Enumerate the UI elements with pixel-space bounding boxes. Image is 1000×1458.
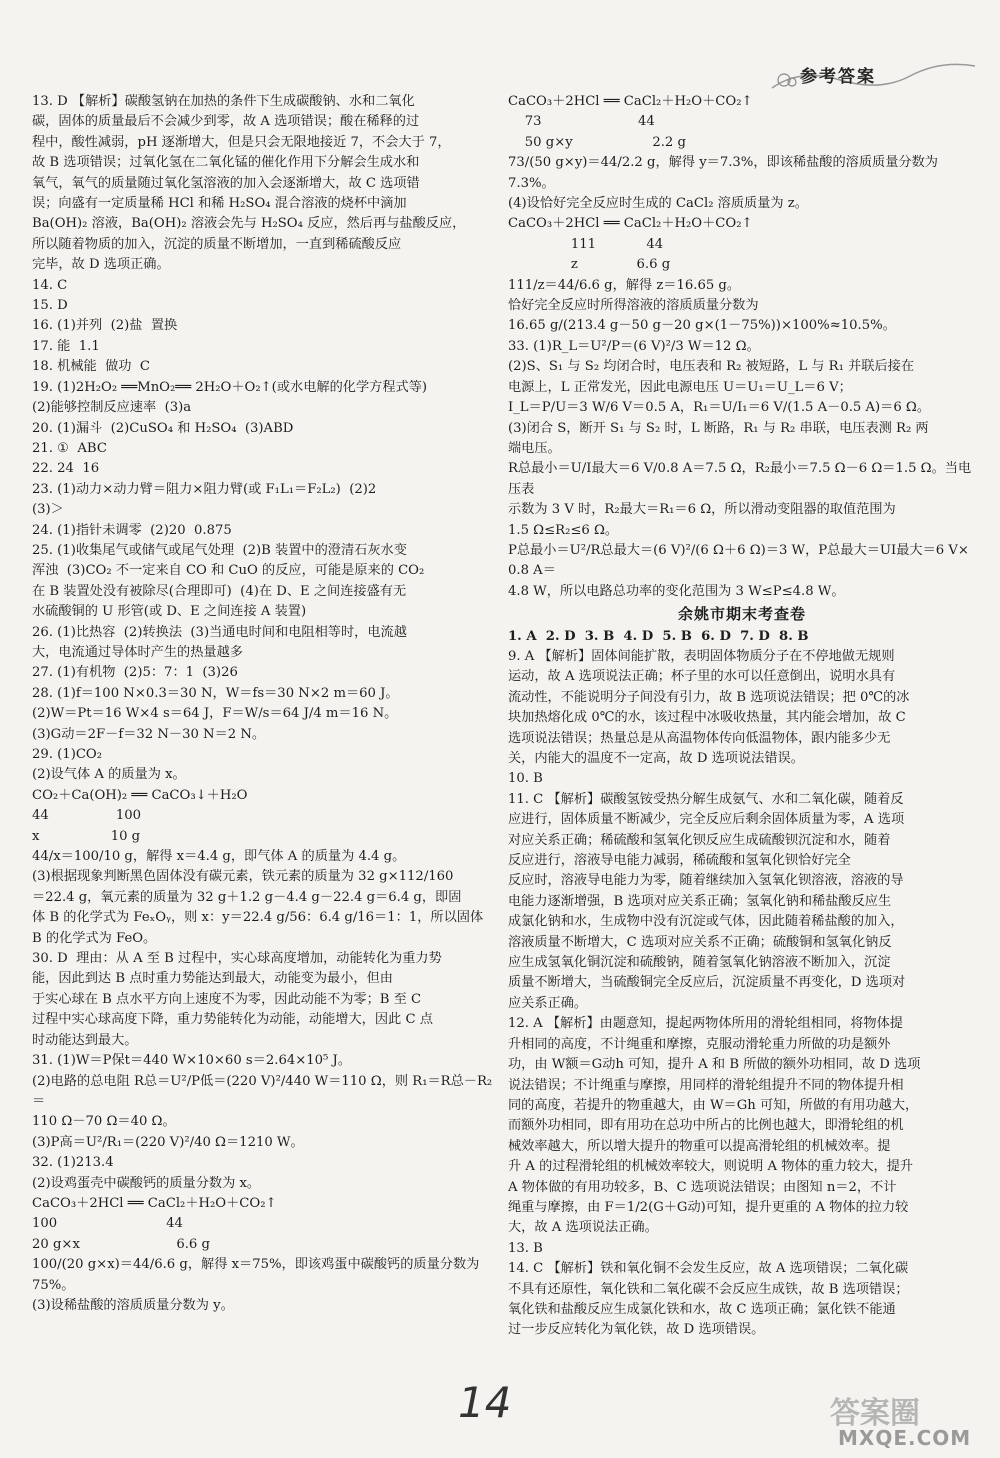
answer-line: 19. (1)2H₂O₂ ══MnO₂══ 2H₂O＋O₂↑(或水电解的化学方程式等) bbox=[32, 379, 428, 395]
answer-line: 应进行，固体质量不断减少，完全反应后剩余固体质量为零，A 选项 bbox=[508, 812, 905, 828]
answer-line: (3)＞ bbox=[32, 502, 64, 518]
answer-line: (2)W＝Pt＝16 W×4 s＝64 J，F＝W/s＝64 J/4 m＝16 N。 bbox=[32, 706, 398, 722]
answer-line: 过一步反应转化为氧化铁，故 D 选项错误。 bbox=[508, 1322, 765, 1338]
answer-line: 30. D 理由：从 A 至 B 过程中，实心球高度增加，动能转化为重力势 bbox=[32, 951, 442, 967]
answer-line: (3)设稀盐酸的溶质质量分数为 y。 bbox=[32, 1297, 234, 1313]
answer-line: 在 B 装置处没有被除尽(合理即可) (4)在 D、E 之间连接盛有无 bbox=[32, 583, 407, 599]
answer-line: 不具有还原性，氧化铁和二氧化碳不会反应生成铁，故 B 选项错误； bbox=[508, 1281, 909, 1297]
answer-line: 误；向盛有一定质量稀 HCl 和稀 H₂SO₄ 混合溶液的烧杯中滴加 bbox=[32, 196, 407, 212]
answer-line: 氧化铁和盐酸反应生成氯化铁和水，故 C 选项正确；氯化铁不能通 bbox=[508, 1301, 896, 1317]
answer-line: 32. (1)213.4 bbox=[32, 1155, 114, 1171]
answer-line: 块加热熔化成 0℃的水，该过程中冰吸收热量，其内能会增加，故 C bbox=[508, 710, 906, 726]
left-column bbox=[32, 92, 494, 1316]
answer-line: 端电压。 bbox=[508, 440, 561, 456]
answer-line: Ba(OH)₂ 溶液，Ba(OH)₂ 溶液会先与 H₂SO₄ 反应，然后再与盐酸反应， bbox=[32, 216, 466, 232]
answer-line: 电能力逐渐增强，B 选项对应关系正确；氢氧化钠和稀盐酸反应生 bbox=[508, 893, 892, 909]
answer-line: 13. B bbox=[508, 1240, 543, 1256]
answer-line: 10. B bbox=[508, 771, 543, 787]
answer-line: 溶液质量不断增大，C 选项对应关系不正确；硫酸铜和氢氧化钠反 bbox=[508, 934, 892, 950]
answer-line: 28. (1)f＝100 N×0.3＝30 N，W＝fs＝30 N×2 m＝60 J。 bbox=[32, 685, 399, 701]
answer-line: 成氯化钠和水，生成物中没有沉淀或气体，因此随着稀盐酸的加入， bbox=[508, 914, 904, 930]
answer-line: 33. (1)R_L＝U²/P＝(6 V)²/3 W＝12 Ω。 bbox=[508, 338, 760, 354]
watermark-logo: 答案圈 bbox=[830, 1396, 920, 1431]
answer-line: 20. (1)漏斗 (2)CuSO₄ 和 H₂SO₄ (3)ABD bbox=[32, 420, 294, 436]
answer-line: 44/x＝100/10 g，解得 x＝4.4 g，即气体 A 的质量为 4.4 g。 bbox=[32, 849, 406, 865]
answer-line: 质量不断增大，当硫酸铜完全反应后，沉淀质量不再变化，D 选项对 bbox=[508, 975, 906, 991]
answer-line: x 10 g bbox=[32, 828, 141, 844]
answer-line: 25. (1)收集尾气或储气或尾气处理 (2)B 装置中的澄清石灰水变 bbox=[32, 542, 407, 558]
answer-line: 24. (1)指针未调零 (2)20 0.875 bbox=[32, 522, 232, 538]
answer-line: 26. (1)比热容 (2)转换法 (3)当通电时间和电阻相等时，电流越 bbox=[32, 624, 407, 640]
answer-line: 7.3%。 bbox=[508, 175, 555, 191]
answer-line: (3)闭合 S，断开 S₁ 与 S₂ 时，L 断路，R₁ 与 R₂ 串联，电压表测 R₂ 两 bbox=[508, 420, 929, 436]
answer-line: 大，电流通过导体时产生的热量越多 bbox=[32, 644, 243, 660]
answer-line: 110 Ω－70 Ω＝40 Ω。 bbox=[32, 1114, 176, 1130]
answer-line: 12. A 【解析】由题意知，提起两物体所用的滑轮组相同，将物体提 bbox=[508, 1016, 903, 1032]
answer-line: 15. D bbox=[32, 298, 68, 314]
answer-line: 14. C 【解析】铁和氧化铜不会发生反应，故 A 选项错误；二氧化碳 bbox=[508, 1261, 909, 1277]
answer-line: 对应关系正确；稀硫酸和氢氧化钡反应生成硫酸钡沉淀和水，随着 bbox=[508, 832, 891, 848]
answer-line: 能，因此到达 B 点时重力势能达到最大，动能变为最小，但由 bbox=[32, 971, 393, 987]
answer-line: z 6.6 g bbox=[508, 257, 671, 273]
answer-line: 50 g×y 2.2 g bbox=[508, 134, 686, 150]
answer-line: 75%。 bbox=[32, 1277, 75, 1293]
answer-line: 于实心球在 B 点水平方向上速度不为零，因此动能不为零；B 至 C bbox=[32, 991, 422, 1007]
answer-line: 4.8 W，所以电路总功率的变化范围为 3 W≤P≤4.8 W。 bbox=[508, 583, 845, 599]
answer-line: 16.65 g/(213.4 g－50 g－20 g×(1－75%))×100%≈10.5%。 bbox=[508, 318, 896, 334]
answer-line: (2)设鸡蛋壳中碳酸钙的质量分数为 x。 bbox=[32, 1175, 261, 1191]
answer-line: (3)根据现象判断黑色固体没有碳元素，铁元素的质量为 32 g×112/160 bbox=[32, 869, 454, 885]
answer-line: 运动，故 A 选项说法正确；杯子里的水可以任意倒出，说明水具有 bbox=[508, 669, 896, 685]
answer-line: 11. C 【解析】碳酸氢铵受热分解生成氨气、水和二氧化碳，随着反 bbox=[508, 791, 904, 807]
answer-line: 23. (1)动力×动力臂＝阻力×阻力臂(或 F₁L₁＝F₂L₂) (2)2 bbox=[32, 481, 377, 497]
answer-line: 73 44 bbox=[508, 114, 655, 130]
answer-line: 21. ① ABC bbox=[32, 440, 107, 456]
answer-line: (2)能够控制反应速率 (3)a bbox=[32, 400, 192, 416]
answer-line: (2)电路的总电阻 R总＝U²/P低＝(220 V)²/440 W＝110 Ω，则 R₁＝R总－R₂＝ bbox=[32, 1073, 493, 1109]
answer-line: 1.5 Ω≤R₂≤6 Ω。 bbox=[508, 522, 619, 538]
answer-line: B 的化学式为 FeO。 bbox=[32, 930, 157, 946]
answer-line: 示数为 3 V 时，R₂最大＝R₁＝6 Ω，所以滑动变阻器的取值范围为 bbox=[508, 502, 896, 518]
answer-line: 反应时，溶液导电能力为零，随着继续加入氢氧化钡溶液，溶液的导 bbox=[508, 873, 904, 889]
answer-line: 程中，酸性减弱，pH 逐渐增大，但是只会无限地接近 7，不会大于 7， bbox=[32, 134, 451, 150]
page-number: 14 bbox=[458, 1378, 512, 1427]
answer-line: (3)G动＝2F－f＝32 N－30 N＝2 N。 bbox=[32, 726, 266, 742]
answer-line: 械效率越大，所以增大提升的物重可以提高滑轮组的机械效率。提 bbox=[508, 1138, 891, 1154]
answer-line: 浑浊 (3)CO₂ 不一定来自 CO 和 CuO 的反应，可能是原来的 CO₂ bbox=[32, 563, 425, 579]
answer-line: 故 B 选项错误；过氧化氢在二氧化锰的催化作用下分解会生成水和 bbox=[32, 155, 420, 171]
answer-line: (2)S、S₁ 与 S₂ 均闭合时，电压表和 R₂ 被短路，L 与 R₁ 并联后接在 bbox=[508, 359, 915, 375]
answer-line: 18. 机械能 做功 C bbox=[32, 359, 150, 375]
answer-line: 111/z＝44/6.6 g，解得 z＝16.65 g。 bbox=[508, 277, 741, 293]
answer-line: ＝22.4 g，氧元素的质量为 32 g＋1.2 g－4.4 g－22.4 g＝6.4 g，即固 bbox=[32, 889, 462, 905]
answer-line: CaCO₃＋2HCl ══ CaCl₂＋H₂O＋CO₂↑ bbox=[508, 94, 753, 109]
answer-line: 16. (1)并列 (2)盐 置换 bbox=[32, 318, 178, 334]
section-heading: 余姚市期末考查卷 bbox=[677, 605, 806, 624]
answer-line: 所以随着物质的加入，沉淀的质量不断增加，一直到稀硫酸反应 bbox=[32, 236, 402, 252]
answer-line: 电源上，L 正常发光，因此电源电压 U＝U₁＝U_L＝6 V； bbox=[508, 379, 852, 395]
answer-line: 水硫酸铜的 U 形管(或 D、E 之间连接 A 装置) bbox=[32, 604, 307, 620]
watermark bbox=[760, 1388, 990, 1454]
answer-line: 100/(20 g×x)＝44/6.6 g，解得 x＝75%，即该鸡蛋中碳酸钙的质量分数为 bbox=[32, 1257, 480, 1273]
answer-line: CO₂＋Ca(OH)₂ ══ CaCO₃↓＋H₂O bbox=[32, 787, 248, 803]
answer-line: 体 B 的化学式为 FeₓOᵧ，则 x：y＝22.4 g/56：6.4 g/16＝1：1，所以固体 bbox=[32, 910, 484, 926]
answer-line: 说法错误；不计绳重与摩擦，用同样的滑轮组提升不同的物体提升相 bbox=[508, 1077, 904, 1093]
answer-line: 绳重与摩擦，由 F＝1/2(G＋G动)可知，提升更重的 A 物体的拉力较 bbox=[508, 1199, 909, 1215]
answer-line: 同的高度，若提升的物重越大，由 W＝Gh 可知，所做的有用功越大， bbox=[508, 1097, 919, 1113]
answer-line: CaCO₃＋2HCl ══ CaCl₂＋H₂O＋CO₂↑ bbox=[508, 216, 753, 232]
answer-line: 关，内能大的温度不一定高，故 D 选项说法错误。 bbox=[508, 751, 804, 766]
answer-line: 1. A 2. D 3. B 4. D 5. B 6. D 7. D 8. B bbox=[508, 628, 809, 644]
answer-line: 反应进行，溶液导电能力减弱，稀硫酸和氢氧化钡恰好完全 bbox=[508, 853, 851, 869]
header-title: 参考答案 bbox=[800, 67, 876, 87]
answer-line: 44 100 bbox=[32, 808, 142, 824]
answer-line: 选项说法错误；热量总是从高温物体传向低温物体，跟内能多少无 bbox=[508, 730, 891, 746]
answer-line: 111 44 bbox=[508, 236, 664, 252]
answer-line: (4)设恰好完全反应时生成的 CaCl₂ 溶质质量为 z。 bbox=[508, 196, 808, 212]
answer-line: 27. (1)有机物 (2)5：7：1 (3)26 bbox=[32, 665, 238, 681]
answer-line: 恰好完全反应时所得溶液的溶质质量分数为 bbox=[508, 298, 759, 314]
answer-line: 升 A 的过程滑轮组的机械效率较大，则说明 A 物体的重力较大，提升 bbox=[508, 1159, 914, 1175]
answer-line: I_L＝P/U＝3 W/6 V＝0.5 A，R₁＝U/I₁＝6 V/(1.5 A－0.5 A)＝6 Ω。 bbox=[508, 400, 931, 416]
answer-line: 应关系正确。 bbox=[508, 995, 588, 1011]
answer-line: 13. D 【解析】碳酸氢钠在加热的条件下生成碳酸钠、水和二氧化 bbox=[32, 94, 415, 109]
answer-line: 73/(50 g×y)＝44/2.2 g，解得 y＝7.3%，即该稀盐酸的溶质质量分数为 bbox=[508, 155, 938, 171]
answer-line: (3)P高＝U²/R₁＝(220 V)²/40 Ω＝1210 W。 bbox=[32, 1134, 304, 1150]
answer-line: 20 g×x 6.6 g bbox=[32, 1236, 210, 1252]
answer-line: 22. 24 16 bbox=[32, 461, 100, 477]
answer-line: 流动性，不能说明分子间没有引力，故 B 选项说法错误；把 0℃的冰 bbox=[508, 689, 910, 705]
answer-line: 完毕，故 D 选项正确。 bbox=[32, 257, 170, 273]
watermark-site: MXQE.COM bbox=[838, 1426, 972, 1450]
answer-line: 31. (1)W＝P保t＝440 W×10×60 s＝2.64×10⁵ J。 bbox=[32, 1053, 352, 1069]
answer-line: 9. A 【解析】固体间能扩散，表明固体物质分子在不停地做无规则 bbox=[508, 648, 895, 664]
answer-line: 29. (1)CO₂ bbox=[32, 747, 103, 762]
answer-line: 时动能达到最大。 bbox=[32, 1032, 138, 1048]
answer-line: 而额外功相同，即有用功在总功中所占的比例也越大，即滑轮组的机 bbox=[508, 1118, 904, 1134]
answer-line: 氧气，氧气的质量随过氧化氢溶液的加入会逐渐增大，故 C 选项错 bbox=[32, 175, 420, 191]
answer-line: CaCO₃＋2HCl ══ CaCl₂＋H₂O＋CO₂↑ bbox=[32, 1195, 277, 1211]
answer-line: 应生成氢氧化铜沉淀和硫酸钠，随着氢氧化钠溶液不断加入，沉淀 bbox=[508, 955, 891, 971]
answer-line: R总最小＝U/I最大＝6 V/0.8 A＝7.5 Ω，R₂最小＝7.5 Ω－6 Ω＝1.5 Ω。当电压表 bbox=[508, 461, 972, 497]
answer-line: 过程中实心球高度下降，重力势能转化为动能，动能增大，因此 C 点 bbox=[32, 1012, 433, 1028]
answer-line: (2)设气体 A 的质量为 x。 bbox=[32, 767, 186, 783]
answer-line: 功，由 W额＝G动h 可知，提升 A 和 B 所做的额外功相同，故 D 选项 bbox=[508, 1057, 921, 1073]
answer-line: 碳，固体的质量最后不会减少到零，故 A 选项错误；酸在稀释的过 bbox=[32, 114, 420, 130]
answer-line: 升相同的高度，不计绳重和摩擦，克服动滑轮重力所做的功是额外 bbox=[508, 1036, 891, 1052]
answer-line: 17. 能 1.1 bbox=[32, 338, 100, 354]
answer-line: 大，故 A 选项说法正确。 bbox=[508, 1220, 658, 1236]
answer-line: P总最小＝U²/R总最大＝(6 V)²/(6 Ω＋6 Ω)＝3 W，P总最大＝UI最大＝6 V×0.8 A＝ bbox=[508, 542, 969, 579]
right-column bbox=[508, 92, 976, 1341]
answer-line: 100 44 bbox=[32, 1216, 183, 1232]
answer-line: A 物体做的有用功较多，B、C 选项说法错误；由图知 n＝2，不计 bbox=[508, 1179, 897, 1195]
answer-line: 14. C bbox=[32, 277, 68, 293]
